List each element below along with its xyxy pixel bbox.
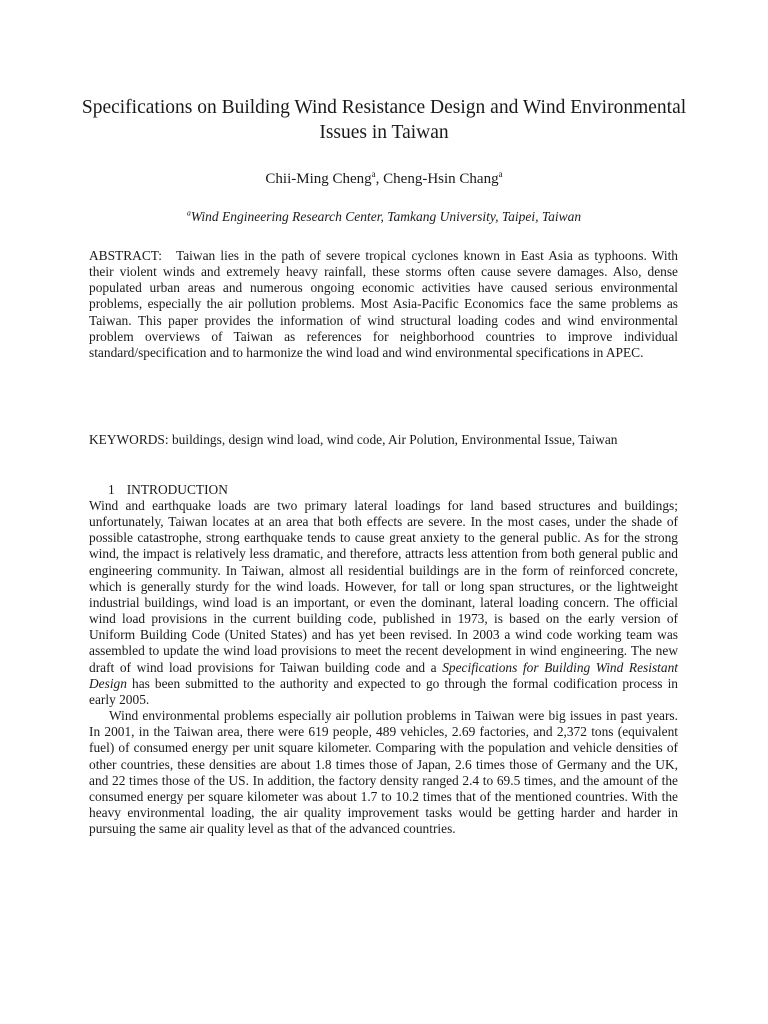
abstract [89,248,678,361]
paragraph: Wind environmental problems especially air pollution problems in Taiwan were big issues in past years. In 2001, in the Taiwan area, there were 619 people, 489 vehicles, 2.69 factories, and 2,372 tons (equivalent fuel) of consumed energy per unit square kilometer. Comparing with the population and vehicle densities of other countries, these densities are about 1.8 times those of Japan, 2.6 times those of Germany and the UK, and 22 times those of the US. In addition, the factory density ranged 2.4 to 69.5 times, and the amount of the consumed energy per square kilometer was about 1.7 to 10.2 times that of the mentioned countries. With the heavy environmental loading, the air quality improvement tasks would be getting harder and harder in pursuing the same air quality level as that of the advanced countries. [89,708,678,837]
section-number: 1 [108,482,115,497]
affiliation-text: Wind Engineering Research Center, Tamkang University, Taipei, Taiwan [190,209,582,224]
author-affiliation-mark: a [498,169,503,179]
paragraph-text: Wind and earthquake loads are two primary lateral loadings for land based structures and buildings; unfortunately, Taiwan locates at an area that both effects are severe. In the most cases, under the shade of possible catastrophe, strong earthquake tends to cause great anxiety to the general public. As for the strong wind, the impact is relatively less dramatic, and therefore, attracts less attention from both general public and engineering community. In Taiwan, almost all residential buildings are in the form of reinforced concrete, which is generally sturdy for the wind loads. However, for tall or long span structures, or the lightweight industrial buildings, wind load is an important, or even the dominant, lateral loading concern. The official wind load provisions in the current building code, published in 1973, is based on the early version of Uniform Building Code (United States) and has yet been revised. In 2003 a wind code working team was assembled to update the wind load provisions to meet the recent development in wind engineering. The new draft of wind load provisions for Taiwan building code and a [89,498,678,675]
author-affiliation-mark: a [371,169,376,179]
affiliation [70,208,698,225]
paragraph-text: has been submitted to the authority and expected to go through the formal codification process in early 2005. [89,675,678,707]
author-name: Cheng-Hsin Chang [383,171,499,187]
keywords-label: KEYWORDS: [89,432,169,447]
abstract-text: Taiwan lies in the path of severe tropical cyclones known in East Asia as typhoons. With their violent winds and extremely heavy rainfall, these storms often cause severe damages. Also, dense populated urban areas and numerous ongoing economic activities have caused serious environmental problems, especially the air pollution problems. Most Asia-Pacific Economics face the same problems as Taiwan. This paper provides the information of wind structural loading codes and wind environmental problem overviews of Taiwan as references for neighborhood countries to improve individual standard/specification and to harmonize the wind load and wind environmental specifications in APEC. [89,248,678,360]
author-list [70,170,698,188]
italic-document-title: Specifications for Building Wind Resistant Design [89,659,679,691]
keywords-text: buildings, design wind load, wind code, Air Polution, Environmental Issue, Taiwan [171,432,618,447]
keywords [89,432,678,448]
section-heading [108,482,228,498]
paragraph [89,498,678,708]
section-title: INTRODUCTION [126,482,228,497]
author-name: Chii-Ming Cheng [265,171,372,187]
author-separator: , [375,171,384,187]
affiliation-mark: a [186,208,191,218]
introduction-body [89,498,678,837]
abstract-label: ABSTRACT: [89,248,162,263]
paper-title: Specifications on Building Wind Resistance Design and Wind Environmental Issues in Taiwan [81,97,687,143]
